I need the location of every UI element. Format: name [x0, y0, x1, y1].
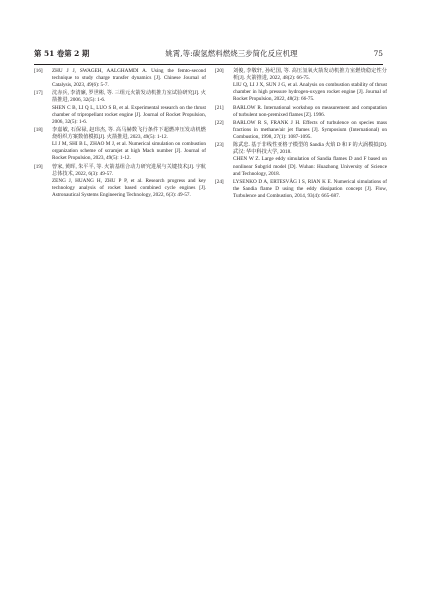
reference-number: [17]: [34, 90, 43, 97]
reference-number: [20]: [215, 68, 224, 74]
reference-text: [52, 90, 206, 125]
reference-20: [215, 68, 387, 103]
reference-number: [18]: [34, 126, 43, 133]
reference-number: [19]: [34, 163, 43, 170]
references-right-column: [215, 68, 387, 201]
reference-line-en: LI J M, SHI B L, ZHAO M J, et al. Numerical simulation on combustion organization scheme of scramjet at high Mach number [J]. Journal of Rocket Propulsion, 2023, 49(5): 1-12.: [52, 141, 206, 162]
reference-21: [215, 105, 387, 119]
reference-23: [215, 142, 387, 177]
reference-line-cn: 陈武忠. 基于非线性亚格子模型的 Sandia 火焰 D 和 F 的大涡模拟[D]. 武汉: 华中科技大学, 2018.: [233, 142, 387, 156]
reference-19: [34, 164, 206, 199]
header-rule: [34, 64, 383, 65]
page-number: 75: [373, 49, 383, 58]
reference-line: BARLOW R. International workshop on measurement and computation of turbulent non-premixed flames [Z]. 1996.: [233, 104, 387, 118]
reference-16: [34, 68, 206, 89]
reference-number: [21]: [215, 104, 224, 111]
reference-number: [24]: [215, 178, 224, 185]
reference-line: BARLOW R S, FRANK J H. Effects of turbulence on species mass fractions in methane/air jet flames [J]. Symposium (International) on Combustion, 1998, 27(1): 1087-1095.: [233, 119, 387, 141]
reference-text: [233, 120, 387, 141]
reference-line-cn: 沈赤兵, 李清廉, 罗世彬, 等. 三组元火箭发动机推力室试验研究[J]. 火箭推进, 2006, 32(5): 1-6.: [52, 90, 206, 104]
reference-text: [52, 164, 206, 199]
reference-line-cn: 李嘉敏, 石保禄, 赵玮杰, 等. 高马赫数飞行条件下超燃冲压发动机燃烧组织方案数值模拟[J]. 火箭推进, 2023, 49(5): 1-12.: [52, 126, 206, 141]
reference-text: [52, 68, 206, 89]
reference-line-cn: 曾家, 黄晖, 朱平平, 等. 火箭基组合动力研究进展与关键技术[J]. 宇航总体技术, 2022, 6(3): 49-57.: [52, 163, 206, 177]
reference-text: [52, 127, 206, 162]
reference-18: [34, 127, 206, 162]
journal-volume-issue: 第 51 卷第 2 期: [34, 49, 90, 58]
running-header: [34, 48, 383, 62]
reference-17: [34, 90, 206, 125]
reference-line: ZHU J J, SWAGEH, AALGHAMDI A. Using the femto-second technique to study charge transfer dynamics [J]. Chinese Journal of Catalysis, 2023, 49(6): 5-7.: [52, 68, 206, 89]
running-title: 姚霄,等:碳氢燃料燃烧三步简化反应机理: [165, 49, 298, 58]
reference-line-en: ZENG J, HUANG H, ZHU P P, et al. Research progress and key technology analysis of rocket based combined cycle engines [J]. Astronautical Systems Engineering Technology, 2022, 6(3): 49-57.: [52, 177, 206, 198]
reference-text: [233, 68, 387, 103]
reference-line-en: LIU Q, LI J X, SUN J G, et al. Analysis on combustion stability of thrust chamber in high pressure hydrogen-oxygen rocket engine [J]. Journal of Rocket Propulsion, 2022, 48(2): 66-75.: [233, 82, 387, 103]
reference-text: [233, 105, 387, 119]
reference-24: [215, 179, 387, 200]
reference-line-en: CHEN W Z. Large eddy simulation of Sandia flames D and F based on nonlinear Subgrid model [D]. Wuhan: Huazhong University of Science and Technology, 2018.: [233, 156, 387, 177]
reference-number: [22]: [215, 119, 224, 126]
reference-number: [16]: [34, 68, 43, 74]
references-left-column: [34, 68, 206, 200]
reference-line-cn: 刘俊, 李敬轩, 孙纪国, 等. 高压氢氧火箭发动机推力室燃烧稳定性分析[J]. 火箭推进, 2022, 48(2): 66-75.: [233, 68, 387, 82]
reference-number: [23]: [215, 142, 224, 149]
reference-22: [215, 120, 387, 141]
reference-line-en: SHEN C B, LI Q L, LUO S B, et al. Experimental research on the thrust chamber of tripropellant rocket engine [J]. Journal of Rocket Propulsion, 2006, 32(5): 1-6.: [52, 104, 206, 125]
reference-text: [233, 142, 387, 177]
reference-text: [233, 179, 387, 200]
reference-line: LYSENKO D A, ERTESVÅG I S, RIAN K E. Numerical simulations of the Sandia flame D using the eddy dissipation concept [J]. Flow, Turbulence and Combustion, 2014, 93(4): 665-687.: [233, 178, 387, 199]
